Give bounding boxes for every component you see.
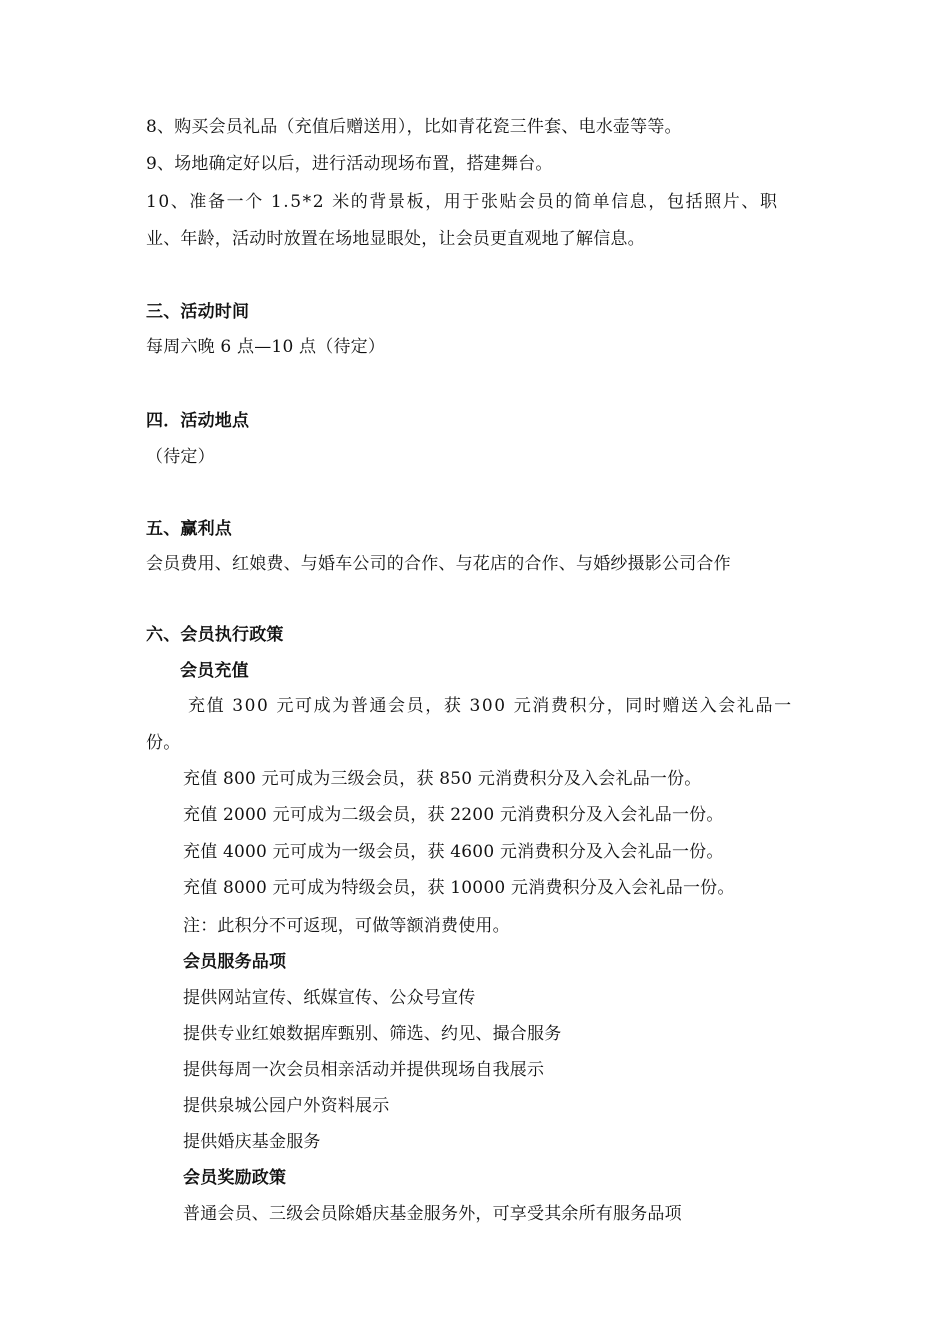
service-item: 提供泉城公园户外资料展示 bbox=[183, 1096, 390, 1116]
service-item: 提供每周一次会员相亲活动并提供现场自我展示 bbox=[183, 1060, 545, 1080]
recharge-line-1-cont: 份。 bbox=[146, 733, 181, 753]
section-5-title: 五、赢利点 bbox=[146, 519, 232, 539]
service-item: 提供网站宣传、纸媒宣传、公众号宣传 bbox=[183, 988, 476, 1008]
section-5-body: 会员费用、红娘费、与婚车公司的合作、与花店的合作、与婚纱摄影公司合作 bbox=[146, 554, 731, 574]
recharge-line-1: 充值 300 元可成为普通会员，获 300 元消费积分，同时赠送入会礼品一 bbox=[188, 696, 793, 716]
section-4-title: 四．活动地点 bbox=[146, 411, 250, 431]
recharge-tier-3: 充值 800 元可成为三级会员，获 850 元消费积分及入会礼品一份。 bbox=[183, 769, 702, 789]
services-title: 会员服务品项 bbox=[183, 952, 287, 972]
service-item: 提供婚庆基金服务 bbox=[183, 1132, 321, 1152]
section-3-title: 三、活动时间 bbox=[146, 302, 250, 322]
rewards-title: 会员奖励政策 bbox=[183, 1168, 287, 1188]
recharge-tier-special: 充值 8000 元可成为特级会员，获 10000 元消费积分及入会礼品一份。 bbox=[183, 878, 735, 898]
reward-item: 普通会员、三级会员除婚庆基金服务外，可享受其余所有服务品项 bbox=[183, 1204, 682, 1224]
recharge-tier-2: 充值 2000 元可成为二级会员，获 2200 元消费积分及入会礼品一份。 bbox=[183, 805, 724, 825]
recharge-title: 会员充值 bbox=[180, 661, 249, 681]
prep-item-10-cont: 业、年龄，活动时放置在场地显眼处，让会员更直观地了解信息。 bbox=[146, 229, 645, 249]
section-3-body: 每周六晚 6 点—10 点（待定） bbox=[146, 337, 386, 357]
prep-item-9: 9、场地确定好以后，进行活动现场布置，搭建舞台。 bbox=[146, 154, 553, 174]
service-item: 提供专业红娘数据库甄别、筛选、约见、撮合服务 bbox=[183, 1024, 562, 1044]
prep-item-10: 10、准备一个 1.5*2 米的背景板，用于张贴会员的简单信息，包括照片、职 bbox=[146, 192, 779, 212]
section-6-title: 六、会员执行政策 bbox=[146, 625, 284, 645]
recharge-tier-1: 充值 4000 元可成为一级会员，获 4600 元消费积分及入会礼品一份。 bbox=[183, 842, 724, 862]
recharge-note: 注：此积分不可返现，可做等额消费使用。 bbox=[183, 916, 510, 936]
section-4-body: （待定） bbox=[146, 447, 215, 467]
prep-item-8: 8、购买会员礼品（充值后赠送用），比如青花瓷三件套、电水壶等等。 bbox=[146, 117, 682, 137]
